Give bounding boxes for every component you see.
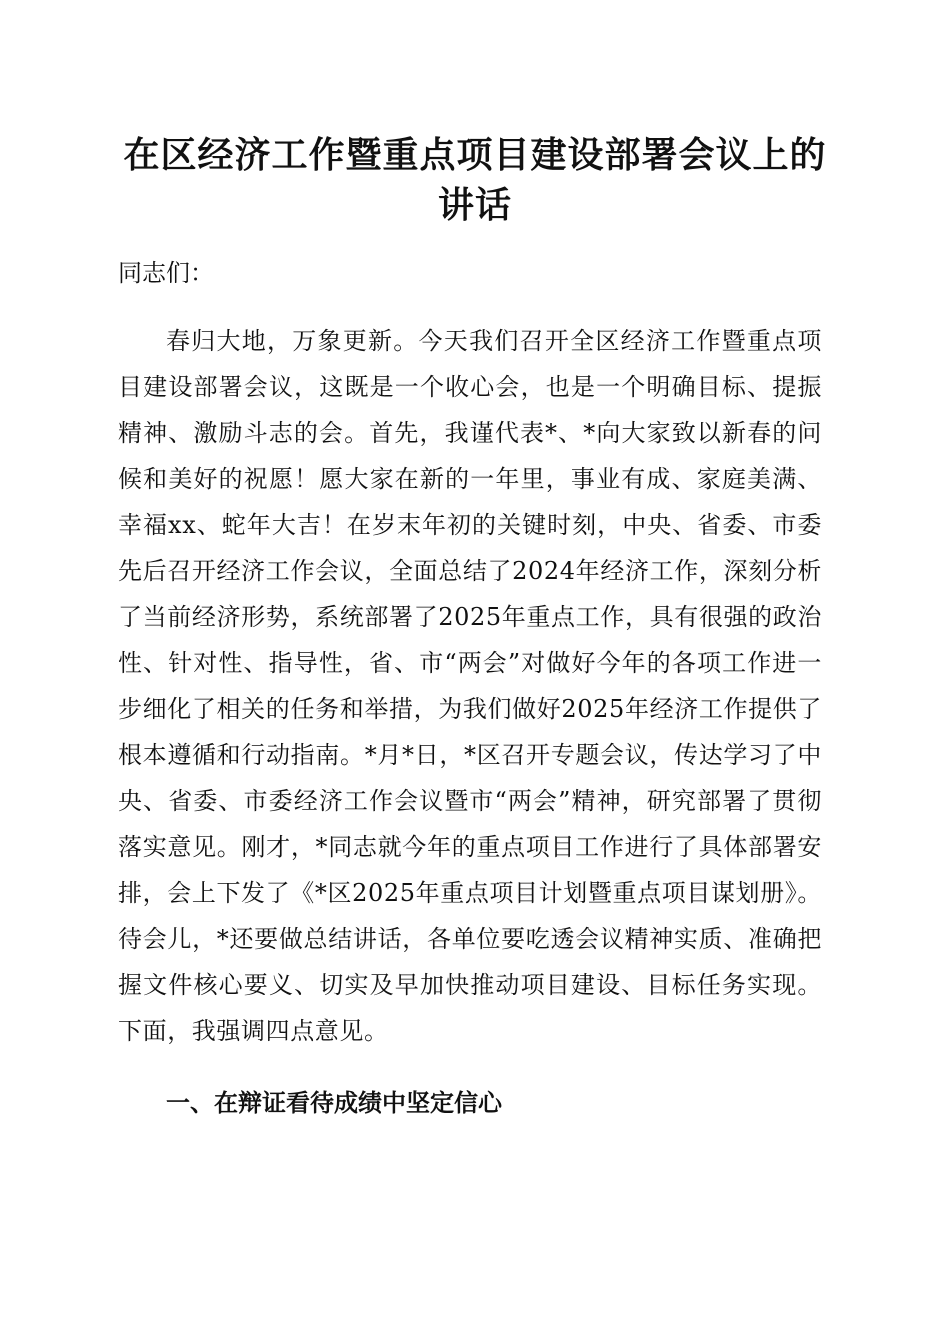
body-paragraph: 春归大地，万象更新。今天我们召开全区经济工作暨重点项目建设部署会议，这既是一个收心会，也是一个明确目标、提振精神、激励斗志的会。首先，我谨代表*、*向大家致以新春的问候和美好的祝愿！愿大家在新的一年里，事业有成、家庭美满、幸福xx、蛇年大吉！在岁末年初的关键时刻，中央、省委、市委先后召开经济工作会议，全面总结了2024年经济工作，深刻分析了当前经济形势，系统部署了2025年重点工作，具有很强的政治性、针对性、指导性，省、市“两会”对做好今年的各项工作进一步细化了相关的任务和举措，为我们做好2025年经济工作提供了根本遵循和行动指南。*月*日，*区召开专题会议，传达学习了中央、省委、市委经济工作会议暨市“两会”精神，研究部署了贯彻落实意见。刚才，*同志就今年的重点项目工作进行了具体部署安排，会上下发了《*区2025年重点项目计划暨重点项目谋划册》。待会儿，*还要做总结讲话，各单位要吃透会议精神实质、准确把握文件核心要义、切实及早加快推动项目建设、目标任务实现。下面，我强调四点意见。 <box>118 327 822 1045</box>
section-heading: 一、在辩证看待成绩中坚定信心 <box>166 1089 502 1117</box>
salutation: 同志们： <box>118 259 214 287</box>
document-title: 在区经济工作暨重点项目建设部署会议上的讲话 <box>123 134 827 226</box>
